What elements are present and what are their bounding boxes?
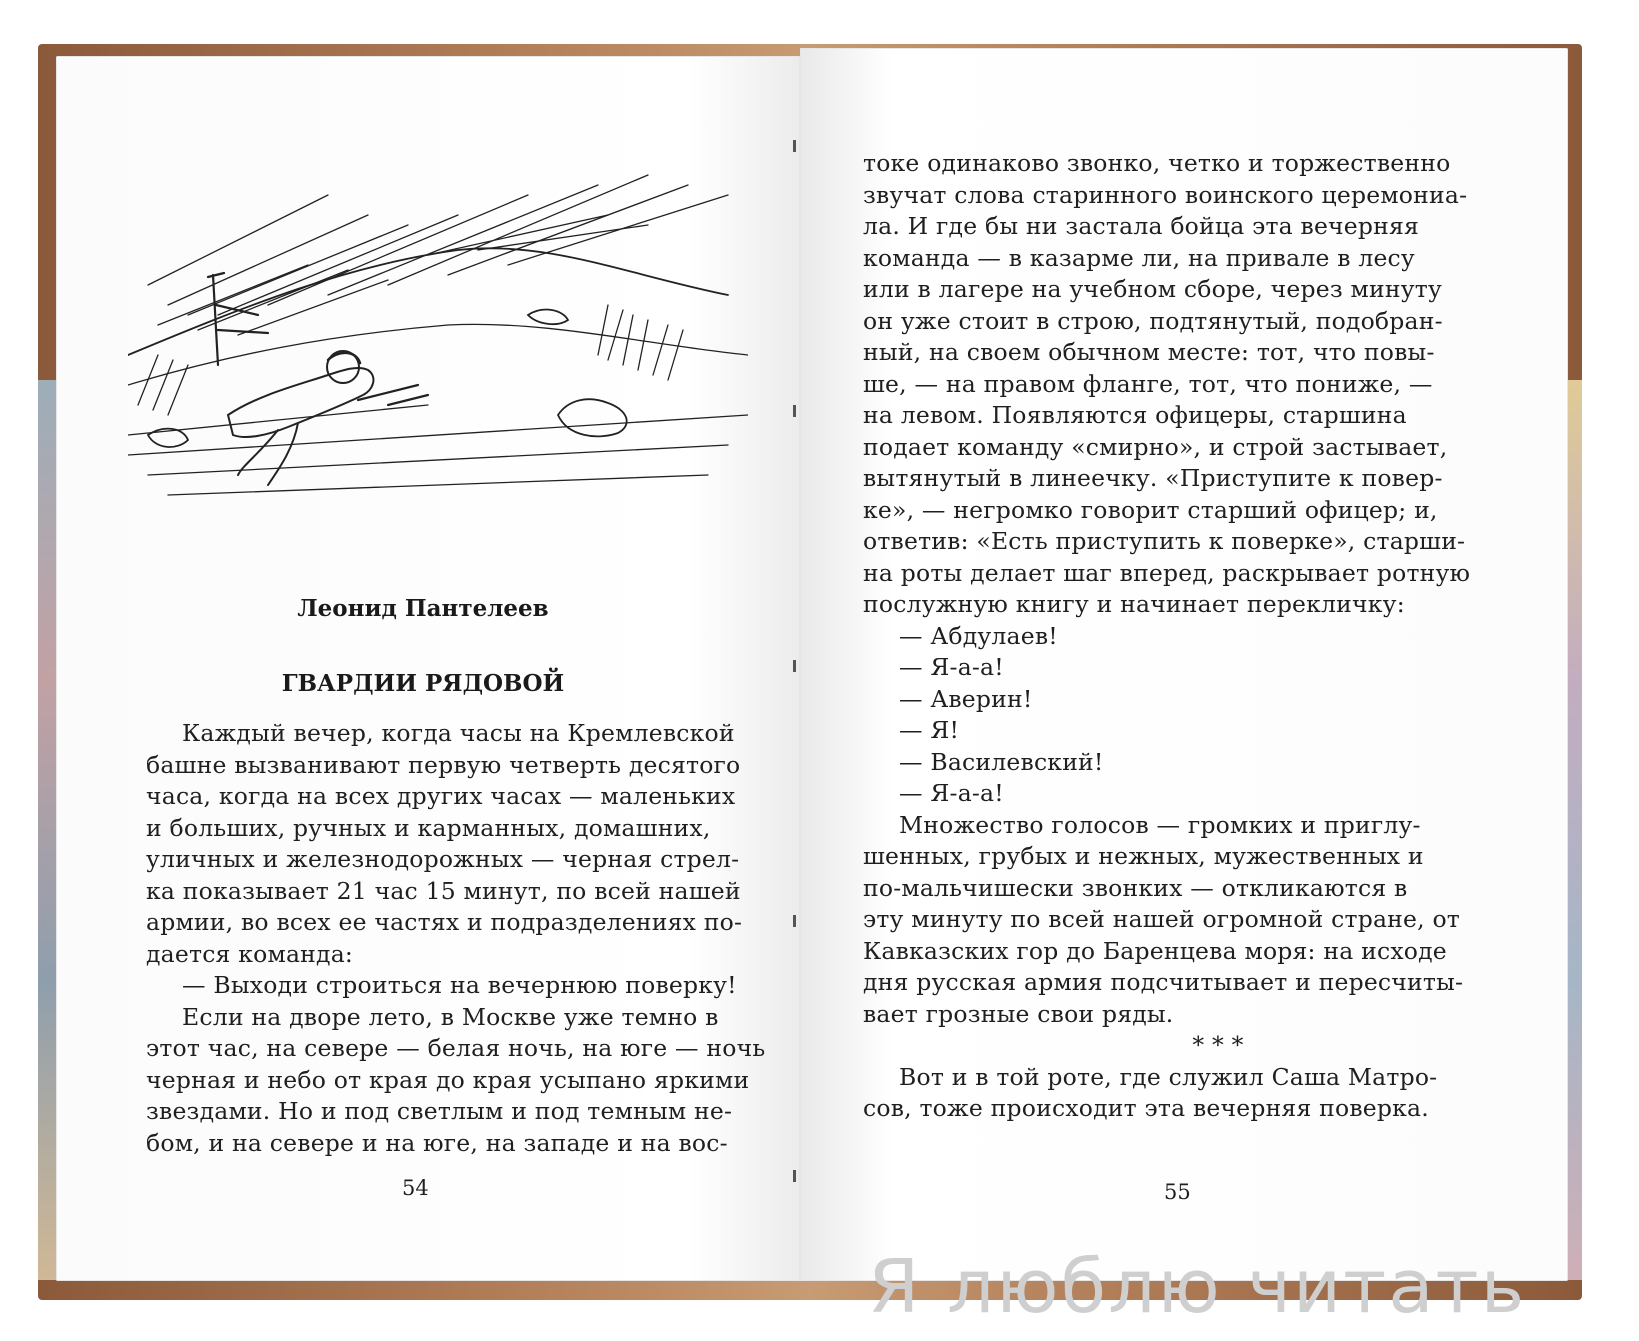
text-line: Вот и в той роте, где служил Саша Матро- — [899, 1062, 1438, 1091]
text-line: ше, — на правом фланге, тот, что пониже, — — [863, 369, 1433, 398]
text-line: уличных и железнодорожных — черная стрел- — [146, 845, 740, 873]
right-page-text — [863, 148, 1483, 1125]
left-page-text — [146, 718, 766, 1159]
text-line: Кавказских гор до Баренцева моря: на исходе — [863, 936, 1447, 965]
text-line: сов, тоже происходит эта вечерняя поверка. — [863, 1094, 1429, 1122]
text-line: ный, на своем обычном месте: тот, что повы- — [863, 338, 1435, 366]
text-line: эту минуту по всей нашей огромной стране, от — [863, 905, 1461, 933]
text-line: он уже стоит в строю, подтянутый, подобран- — [863, 306, 1443, 335]
text-line: Множество голосов — громких и приглу- — [899, 810, 1421, 839]
text-line: на роты делает шаг вперед, раскрывает ротную — [863, 558, 1471, 587]
binding-stitch — [793, 915, 796, 927]
page-number-left: 54 — [402, 1176, 429, 1200]
text-line: бом, и на севере и на юге, на западе и на вос- — [146, 1128, 728, 1157]
text-line: ла. И где бы ни застала бойца эта вечерняя — [863, 212, 1420, 240]
text-line: дня русская армия подсчитывает и пересчиты- — [863, 968, 1464, 996]
text-line: или в лагере на учебном сборе, через минуту — [863, 275, 1443, 303]
text-line: этот час, на севере — белая ночь, на юге — ночь — [146, 1034, 766, 1062]
text-line: звездами. Но и под светлым и под темным не- — [146, 1097, 733, 1125]
text-line: вытянутый в линеечку. «Приступите к повер- — [863, 464, 1443, 492]
binding-stitch — [793, 1170, 796, 1182]
binding-stitch — [793, 660, 796, 672]
binding-stitch — [793, 140, 796, 152]
dialogue-line: — Аверин! — [899, 684, 1033, 713]
text-line: — Выходи строиться на вечернюю поверку! — [182, 971, 737, 999]
text-line: башне вызванивают первую четверть десятого — [146, 750, 741, 779]
text-line: по-мальчишески звонких — откликаются в — [863, 873, 1408, 902]
text-line: команда — в казарме ли, на привале в лесу — [863, 243, 1415, 272]
story-title: ГВАРДИИ РЯДОВОЙ — [281, 670, 565, 697]
text-line: шенных, грубых и нежных, мужественных и — [863, 842, 1424, 870]
text-line: черная и небо от края до края усыпано яркими — [146, 1065, 750, 1094]
dialogue-line: — Я-а-а! — [899, 653, 1004, 681]
dialogue-line: — Василевский! — [899, 747, 1104, 776]
binding-stitch — [793, 405, 796, 417]
text-line: подает команду «смирно», и строй застывает, — [863, 432, 1448, 461]
dialogue-line: — Абдулаев! — [899, 621, 1058, 650]
watermark: Я люблю читать — [868, 1244, 1527, 1330]
text-line: часа, когда на всех других часах — маленьких — [146, 782, 736, 810]
text-line: звучат слова старинного воинского церемониа- — [863, 180, 1468, 209]
section-separator: * * * — [1192, 1031, 1244, 1059]
dialogue-line: — Я-а-а! — [899, 779, 1004, 807]
text-line: токе одинаково звонко, четко и торжественно — [863, 149, 1451, 177]
soldier-sketch-illustration — [128, 155, 748, 525]
text-line: послужную книгу и начинает перекличку: — [863, 590, 1405, 618]
text-line: дается команда: — [146, 939, 354, 968]
page-number-right: 55 — [1164, 1180, 1191, 1204]
text-line: на левом. Появляются офицеры, старшина — [863, 401, 1407, 429]
text-line: Каждый вечер, когда часы на Кремлевской — [182, 719, 735, 747]
text-line: ка показывает 21 час 15 минут, по всей нашей — [146, 876, 741, 905]
text-line: Если на дворе лето, в Москве уже темно в — [182, 1002, 719, 1031]
text-line: ке», — негромко говорит старший офицер; и, — [863, 495, 1438, 524]
text-line: армии, во всех ее частях и подразделениях по- — [146, 908, 743, 936]
author-name: Леонид Пантелеев — [297, 595, 549, 622]
text-line: вает грозные свои ряды. — [863, 999, 1174, 1028]
dialogue-line: — Я! — [899, 716, 960, 744]
text-line: и больших, ручных и карманных, домашних, — [146, 813, 711, 842]
text-line: ответив: «Есть приступить к поверке», старши- — [863, 527, 1466, 555]
